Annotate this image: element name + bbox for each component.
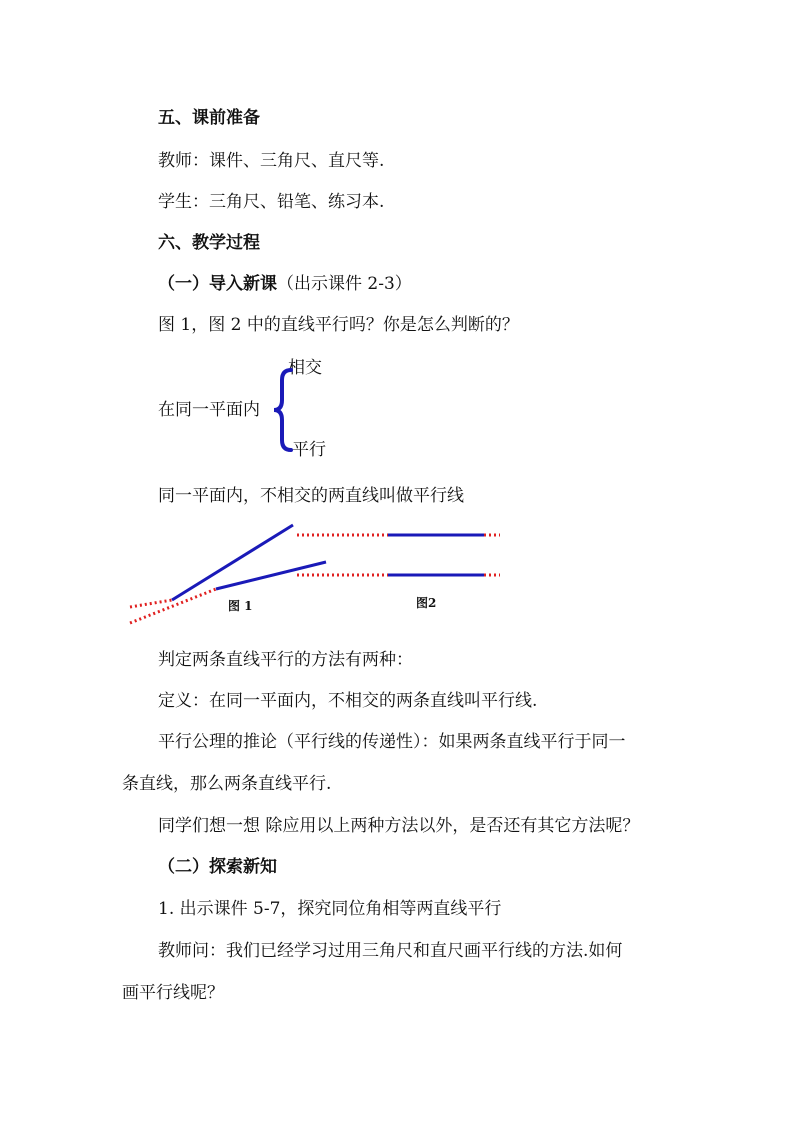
method-transitive-line1: 平行公理的推论（平行线的传递性）：如果两条直线平行于同一 xyxy=(158,732,626,752)
think-question: 同学们想一想 除应用以上两种方法以外，是否还有其它方法呢？ xyxy=(158,816,640,836)
fig1-lower-solid xyxy=(216,562,326,589)
part-2-title: （二）探索新知 xyxy=(158,857,277,877)
curly-brace xyxy=(274,370,291,450)
brace-bottom-label: 平行 xyxy=(292,440,326,460)
fig1-lower-dotted xyxy=(130,589,216,623)
definition-line: 同一平面内，不相交的两直线叫做平行线 xyxy=(158,486,464,506)
student-prep: 学生：三角尺、铅笔、练习本. xyxy=(158,192,385,212)
brace-top-label: 相交 xyxy=(288,358,322,378)
fig1-label: 图 1 xyxy=(228,599,253,613)
teacher-prep: 教师：课件、三角尺、直尺等. xyxy=(158,151,385,171)
teacher-question-line2: 画平行线呢？ xyxy=(122,983,224,1003)
section-5-title: 五、课前准备 xyxy=(158,108,260,128)
section-6-title: 六、教学过程 xyxy=(158,233,260,253)
methods-intro: 判定两条直线平行的方法有两种： xyxy=(158,650,413,670)
fig1-upper-dotted xyxy=(130,600,172,607)
part-1-title: （一）导入新课 xyxy=(158,274,277,294)
method-transitive-line2: 条直线，那么两条直线平行. xyxy=(122,774,332,794)
part-2-item-1: 1. 出示课件 5-7，探究同位角相等两直线平行 xyxy=(158,899,502,919)
teacher-question-line1: 教师问：我们已经学习过用三角尺和直尺画平行线的方法.如何 xyxy=(158,941,623,961)
intro-question: 图 1，图 2 中的直线平行吗？你是怎么判断的？ xyxy=(158,315,519,335)
fig1-upper-solid xyxy=(172,525,293,600)
fig2-label: 图2 xyxy=(416,596,437,610)
brace-left-label: 在同一平面内 xyxy=(158,400,260,420)
method-definition: 定义：在同一平面内，不相交的两条直线叫平行线. xyxy=(158,691,538,711)
part-1-note: （出示课件 2-3） xyxy=(277,274,412,294)
